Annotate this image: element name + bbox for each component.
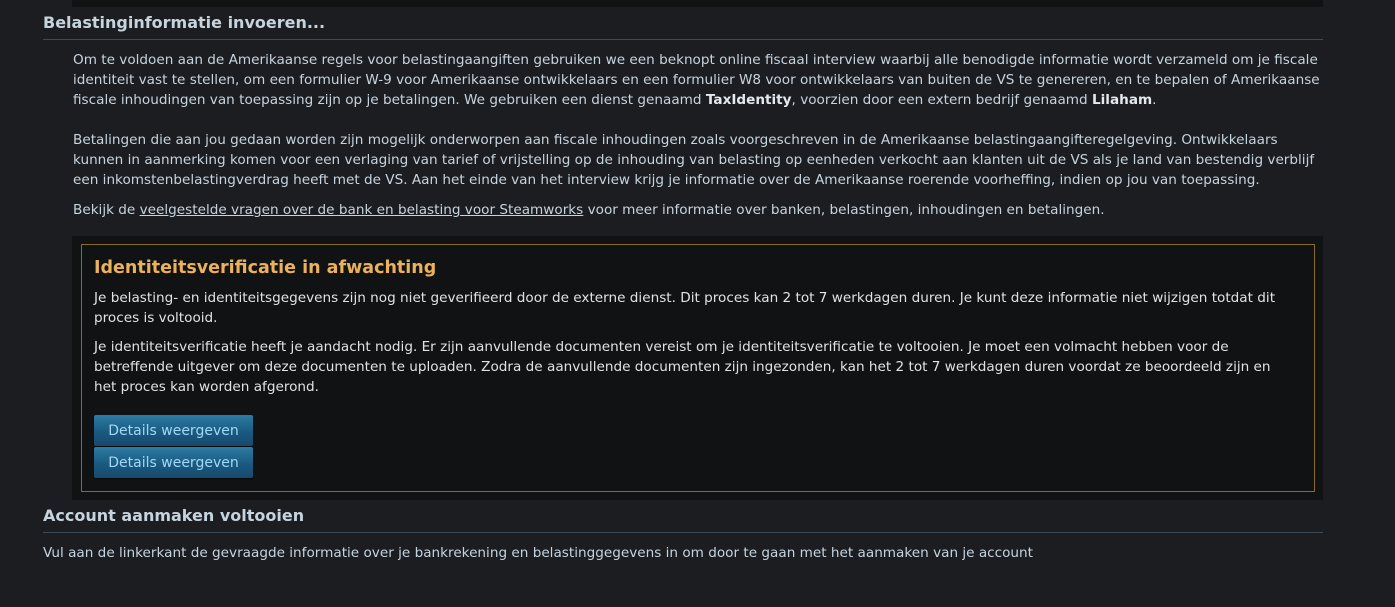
service-name: TaxIdentity bbox=[705, 92, 792, 108]
verification-panel-title: Identiteitsverificatie in afwachting bbox=[94, 258, 437, 278]
top-content-strip bbox=[72, 0, 1323, 7]
tax-intro-paragraph-2: Betalingen die aan jou gedaan worden zijn mogelijk onderworpen aan fiscale inhoudingen zoals voorgeschreven in de Amerikaanse belastingaangifteregelgeving. Ontwikkelaars kunnen in aanmerking komen voor een verlaging van tarief of vrijstelling op de inhouding van belasting op eenheden verkocht aan klanten uit de VS als je land van bestendig verblijf een inkomstenbelastingverdrag heeft met de VS. Aan het einde van het interview krijg je informatie over de Amerikaanse roerende voorheffing, indien op jou van toepassing. bbox=[73, 132, 1315, 188]
verification-attention-text: Je identiteitsverificatie heeft je aandacht nodig. Er zijn aanvullende documenten vereist om je identiteitsverificatie te voltooien. Je moet een volmacht hebben voor de betreffende uitgever om deze documenten te uploaden. Zodra de aanvullende documenten zijn ingezonden, kan het 2 tot 7 werkdagen duren voordat ze beoordeeld zijn en het proces kan worden afgerond. bbox=[94, 339, 1271, 395]
account-section-divider bbox=[43, 532, 1323, 533]
company-name: Lilaham bbox=[1091, 92, 1153, 108]
tax-intro-paragraph-3 bbox=[73, 200, 1323, 220]
account-section-title: Account aanmaken voltooien bbox=[43, 506, 305, 525]
account-section-text: Vul aan de linkerkant de gevraagde informatie over je bankrekening en belastinggegevens in om door te gaan met het aanmaken van je account bbox=[43, 545, 1033, 561]
verification-panel bbox=[81, 244, 1315, 492]
tax-section-intro bbox=[73, 50, 1323, 220]
tax-intro-text: Bekijk de bbox=[73, 202, 140, 218]
verification-status-text: Je belasting- en identiteitsgegevens zijn nog niet geverifieerd door de externe dienst. Dit proces kan 2 tot 7 werkdagen duren. Je kunt deze informatie niet wijzigen totdat dit proces is voltooid. bbox=[94, 290, 1276, 326]
view-details-button[interactable]: Details weergeven bbox=[94, 415, 253, 446]
tax-intro-text: . bbox=[1152, 92, 1157, 108]
view-details-button-2[interactable]: Details weergeven bbox=[94, 447, 253, 478]
tax-intro-text: Om te voldoen aan de Amerikaanse regels voor belastingaangiften gebruiken we een beknopt online fiscaal interview waarbij alle benodigde informatie wordt verzameld om je fiscale identiteit vast te stellen, om een formulier W-9 voor Amerikaanse ontwikkelaars en een formulier W8 voor ontwikkelaars van buiten de VS te genereren, en te bepalen of Amerikaanse fiscale inhoudingen van toepassing zijn op je betalingen. We gebruiken een dienst genaamd bbox=[73, 52, 1320, 108]
faq-link[interactable]: veelgestelde vragen over de bank en belasting voor Steamworks bbox=[139, 202, 584, 218]
tax-intro-paragraph-1 bbox=[73, 50, 1323, 110]
tax-intro-text: , voorzien door een extern bedrijf genaamd bbox=[791, 92, 1092, 108]
tax-intro-text: voor meer informatie over banken, belastingen, inhoudingen en betalingen. bbox=[583, 202, 1105, 218]
tax-section-divider bbox=[43, 39, 1323, 40]
tax-section-title: Belastinginformatie invoeren... bbox=[43, 13, 326, 32]
